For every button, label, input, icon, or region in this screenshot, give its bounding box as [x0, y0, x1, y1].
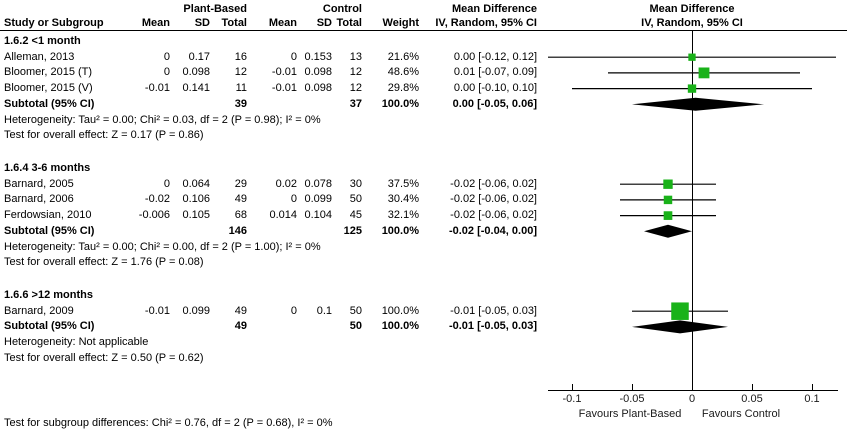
axis-tick-label: 0 — [688, 393, 696, 405]
subtotal-diamond — [644, 225, 692, 238]
study-plant-mean: -0.02 — [144, 193, 170, 206]
study-study: Ferdowsian, 2010 — [4, 209, 92, 222]
overall-effect-text: Test for overall effect: Z = 0.50 (P = 0.62) — [4, 351, 204, 364]
study-ci-text: -0.01 [-0.05, 0.03] — [450, 304, 537, 317]
subtotal-control-total: 37 — [349, 97, 362, 110]
subtotal-weight: 100.0% — [381, 224, 419, 237]
study-control-sd: 0.099 — [304, 193, 332, 206]
col-header-control-sd: SD — [316, 17, 332, 29]
study-plant-total: 16 — [234, 50, 247, 63]
header-mean-difference-left: Mean Difference — [452, 3, 537, 15]
study-study: Bloomer, 2015 (V) — [4, 82, 93, 95]
effect-square — [664, 211, 673, 220]
effect-square — [688, 84, 696, 92]
study-control-mean: 0.014 — [269, 209, 297, 222]
effect-square — [664, 196, 672, 204]
plot-header-mean-difference: Mean Difference — [649, 3, 735, 15]
study-control-sd: 0.098 — [304, 82, 332, 95]
study-plant-mean: 0 — [163, 50, 170, 63]
study-control-mean: -0.01 — [271, 66, 297, 79]
study-control-total: 30 — [349, 177, 362, 190]
study-control-total: 13 — [349, 50, 362, 63]
subtotal-weight: 100.0% — [381, 320, 419, 333]
study-plant-sd: 0.106 — [182, 193, 210, 206]
heterogeneity-text: Heterogeneity: Tau² = 0.00; Chi² = 0.03, df = 2 (P = 0.98); I² = 0% — [4, 113, 321, 126]
study-plant-total: 49 — [234, 193, 247, 206]
axis-tick-label: 0.1 — [804, 393, 820, 405]
subtotal-label: Subtotal (95% CI) — [4, 97, 95, 110]
axis-tick-label: -0.1 — [562, 393, 582, 405]
col-header-ci: IV, Random, 95% CI — [435, 17, 537, 29]
study-ci-text: -0.02 [-0.06, 0.02] — [450, 193, 537, 206]
col-header-plant-mean: Mean — [141, 17, 170, 29]
subtotal-ci-text: -0.02 [-0.04, 0.00] — [448, 224, 537, 237]
col-header-control-mean: Mean — [268, 17, 297, 29]
axis-tick-label: -0.05 — [619, 393, 645, 405]
study-weight: 21.6% — [387, 50, 419, 63]
study-control-total: 50 — [349, 193, 362, 206]
subtotal-ci-text: 0.00 [-0.05, 0.06] — [452, 97, 537, 110]
effect-square — [663, 180, 672, 189]
subtotal-control-total: 50 — [349, 320, 362, 333]
subtotal-diamond — [632, 98, 764, 111]
study-control-mean: 0 — [290, 50, 297, 63]
study-control-mean: 0 — [290, 193, 297, 206]
effect-square — [671, 302, 689, 320]
study-plant-total: 29 — [234, 177, 247, 190]
col-header-plant-sd: SD — [194, 17, 210, 29]
study-control-sd: 0.153 — [304, 50, 332, 63]
study-weight: 100.0% — [381, 304, 419, 317]
study-ci-text: -0.02 [-0.06, 0.02] — [450, 209, 537, 222]
study-control-mean: 0 — [290, 304, 297, 317]
study-ci-text: 0.01 [-0.07, 0.09] — [453, 66, 537, 79]
study-control-sd: 0.098 — [304, 66, 332, 79]
study-plant-sd: 0.064 — [182, 177, 210, 190]
study-weight: 48.6% — [387, 66, 419, 79]
col-header-study: Study or Subgroup — [4, 17, 104, 29]
study-control-mean: 0.02 — [275, 177, 297, 190]
subtotal-weight: 100.0% — [381, 97, 419, 110]
study-ci-text: 0.00 [-0.10, 0.10] — [453, 82, 537, 95]
subtotal-label: Subtotal (95% CI) — [4, 320, 95, 333]
study-study: Barnard, 2005 — [4, 177, 74, 190]
overall-effect-text: Test for overall effect: Z = 1.76 (P = 0.08) — [4, 256, 204, 269]
study-plant-total: 11 — [235, 82, 247, 95]
study-plant-total: 49 — [234, 304, 247, 317]
study-weight: 37.5% — [387, 177, 419, 190]
header-control: Control — [322, 3, 362, 15]
study-weight: 32.1% — [387, 209, 419, 222]
col-header-control-total: Total — [336, 17, 362, 29]
study-control-total: 12 — [349, 82, 362, 95]
col-header-weight: Weight — [382, 17, 419, 29]
study-plant-mean: -0.01 — [144, 304, 170, 317]
study-plant-mean: 0 — [163, 66, 170, 79]
subtotal-ci-text: -0.01 [-0.05, 0.03] — [448, 320, 537, 333]
effect-square — [699, 67, 710, 78]
study-plant-mean: -0.01 — [144, 82, 170, 95]
header-plant-based: Plant-Based — [183, 3, 247, 15]
overall-effect-text: Test for overall effect: Z = 0.17 (P = 0.86) — [4, 129, 204, 142]
subgroup-differences-text: Test for subgroup differences: Chi² = 0.76, df = 2 (P = 0.68), I² = 0% — [4, 417, 333, 429]
subtotal-label: Subtotal (95% CI) — [4, 224, 95, 237]
study-plant-sd: 0.141 — [182, 82, 210, 95]
study-ci-text: 0.00 [-0.12, 0.12] — [453, 50, 537, 63]
study-plant-sd: 0.099 — [182, 304, 210, 317]
section-label-text: 1.6.6 >12 months — [4, 289, 93, 301]
study-plant-sd: 0.105 — [182, 209, 210, 222]
col-header-plant-total: Total — [221, 17, 247, 29]
subtotal-control-total: 125 — [343, 224, 362, 237]
study-control-total: 12 — [349, 66, 362, 79]
study-study: Alleman, 2013 — [4, 50, 75, 63]
section-label-text: 1.6.4 3-6 months — [4, 162, 91, 174]
study-plant-total: 68 — [234, 209, 247, 222]
axis-tick-label: 0.05 — [741, 393, 763, 405]
effect-square — [688, 54, 695, 61]
favours-right-label: Favours Control — [701, 408, 781, 420]
subtotal-diamond — [632, 320, 728, 333]
study-plant-mean: 0 — [163, 177, 170, 190]
study-ci-text: -0.02 [-0.06, 0.02] — [450, 177, 537, 190]
favours-left-label: Favours Plant-Based — [578, 408, 682, 420]
study-study: Bloomer, 2015 (T) — [4, 66, 93, 79]
heterogeneity-text: Heterogeneity: Not applicable — [4, 336, 149, 349]
study-weight: 29.8% — [387, 82, 419, 95]
study-plant-total: 12 — [234, 66, 247, 79]
study-control-total: 45 — [349, 209, 362, 222]
subtotal-plant-total: 49 — [234, 320, 247, 333]
plot-header-ci-method: IV, Random, 95% CI — [641, 17, 743, 29]
study-plant-mean: -0.006 — [138, 209, 170, 222]
section-label-text: 1.6.2 <1 month — [4, 35, 81, 47]
study-plant-sd: 0.098 — [182, 66, 210, 79]
study-control-sd: 0.078 — [304, 177, 332, 190]
subtotal-plant-total: 146 — [228, 224, 247, 237]
study-control-mean: -0.01 — [271, 82, 297, 95]
study-weight: 30.4% — [387, 193, 419, 206]
study-plant-sd: 0.17 — [188, 50, 210, 63]
study-study: Barnard, 2006 — [4, 193, 74, 206]
study-study: Barnard, 2009 — [4, 304, 74, 317]
study-control-total: 50 — [349, 304, 362, 317]
study-control-sd: 0.104 — [304, 209, 332, 222]
study-control-sd: 0.1 — [316, 304, 332, 317]
subtotal-plant-total: 39 — [234, 97, 247, 110]
heterogeneity-text: Heterogeneity: Tau² = 0.00; Chi² = 0.00, df = 2 (P = 1.00); I² = 0% — [4, 240, 321, 253]
